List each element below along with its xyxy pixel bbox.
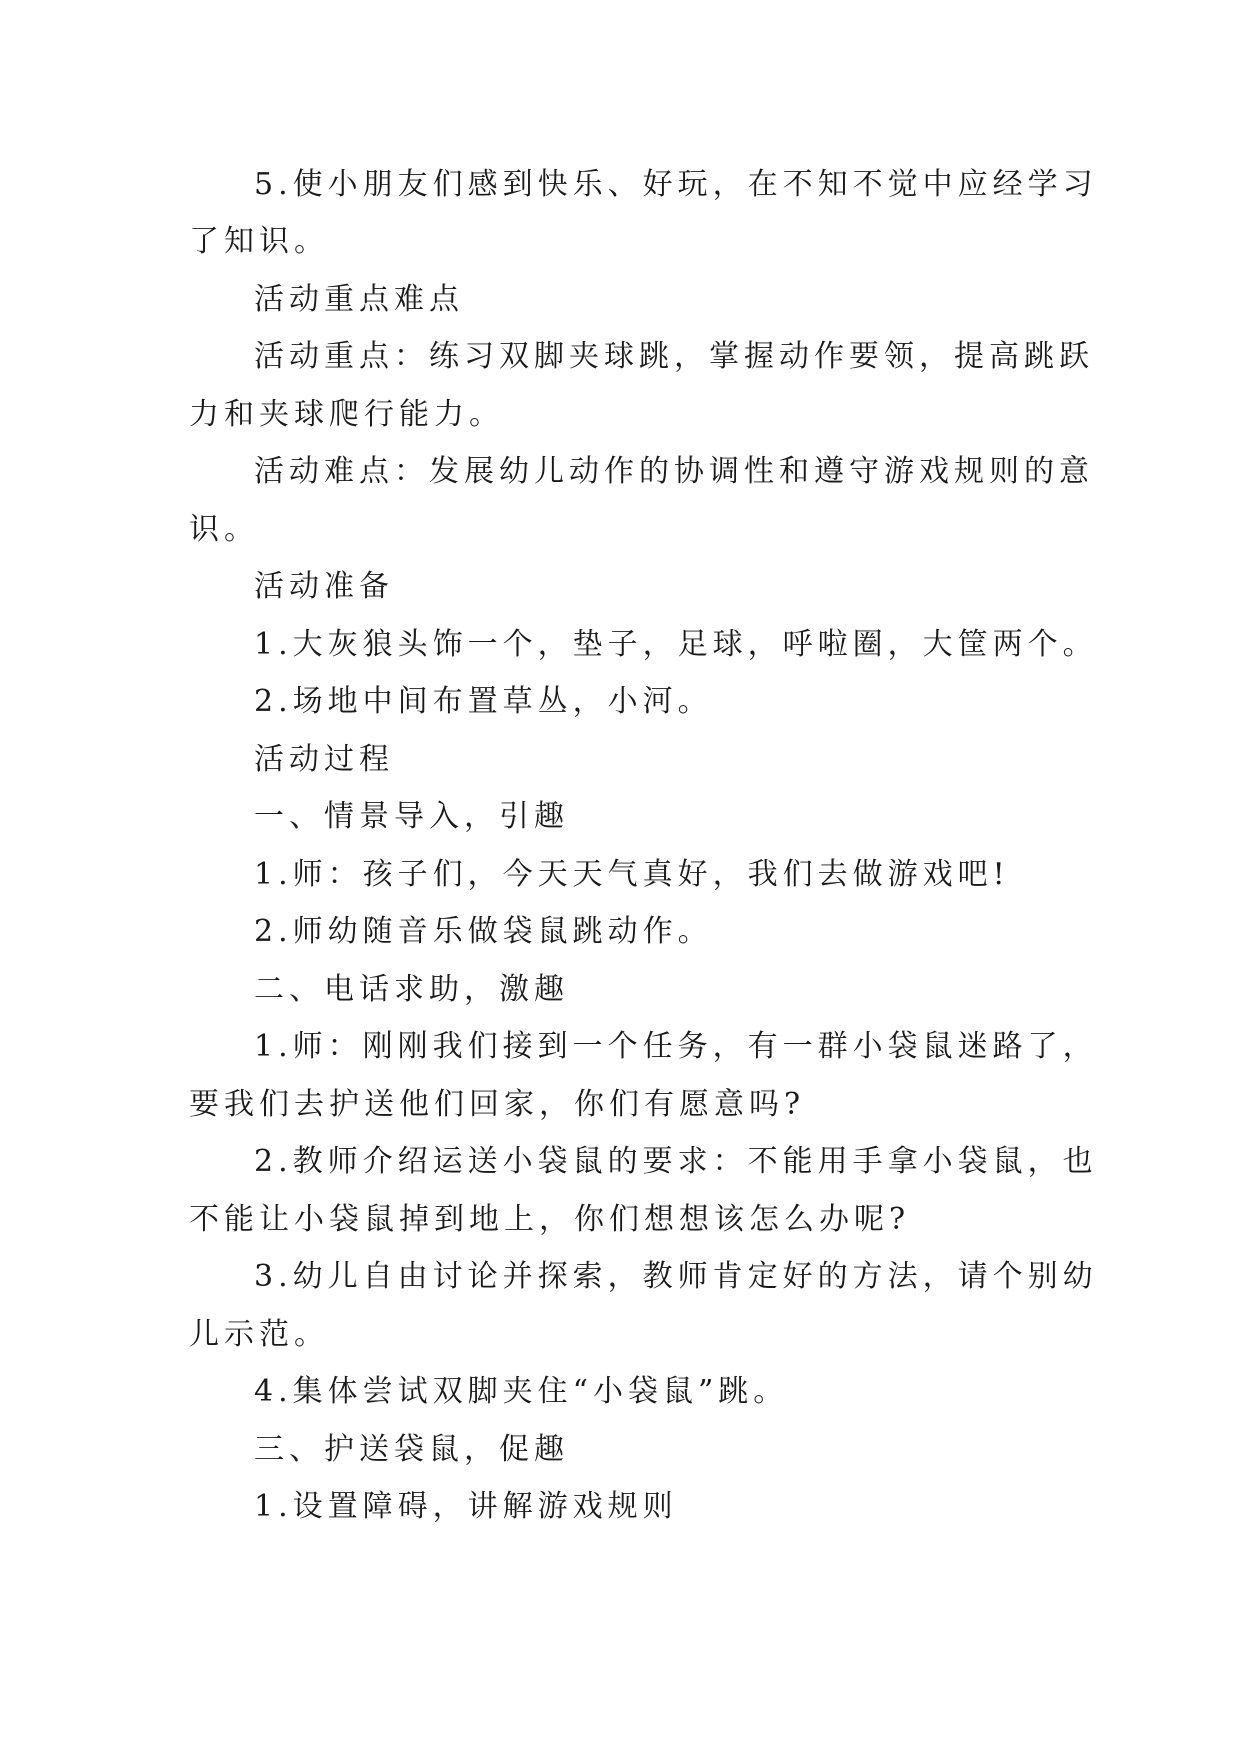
text-line: 活动难点：发展幼儿动作的协调性和遵守游戏规则的意 [254, 454, 1094, 489]
section-heading: 活动重点难点 [254, 282, 464, 317]
text-line: 识。 [189, 512, 259, 547]
section-heading: 活动准备 [254, 569, 394, 604]
text-line: 3.幼儿自由讨论并探索，教师肯定好的方法，请个别幼 [254, 1259, 1098, 1294]
text-line: 儿示范。 [189, 1317, 329, 1352]
text-line: 5.使小朋友们感到快乐、好玩，在不知不觉中应经学习 [254, 167, 1098, 202]
subsection-heading: 三、护送袋鼠，促趣 [254, 1432, 569, 1467]
text-line: 1.师：刚刚我们接到一个任务，有一群小袋鼠迷路了， [254, 1029, 1098, 1064]
text-line: 1.设置障碍，讲解游戏规则 [254, 1489, 678, 1524]
text-line: 要我们去护送他们回家，你们有愿意吗? [189, 1087, 806, 1122]
text-line: 2.场地中间布置草丛，小河。 [254, 684, 713, 719]
subsection-heading: 二、电话求助，激趣 [254, 972, 569, 1007]
text-line: 2.教师介绍运送小袋鼠的要求：不能用手拿小袋鼠，也 [254, 1144, 1098, 1179]
subsection-heading: 一、情景导入，引趣 [254, 799, 569, 834]
text-line: 了知识。 [189, 224, 329, 259]
text-line: 1.大灰狼头饰一个，垫子，足球，呼啦圈，大筐两个。 [254, 627, 1098, 662]
section-heading: 活动过程 [254, 742, 394, 777]
text-line: 2.师幼随音乐做袋鼠跳动作。 [254, 914, 713, 949]
text-line: 1.师：孩子们，今天天气真好，我们去做游戏吧! [254, 857, 1010, 892]
text-line: 4.集体尝试双脚夹住“小袋鼠”跳。 [254, 1374, 789, 1409]
text-line: 力和夹球爬行能力。 [189, 397, 504, 432]
text-line: 不能让小袋鼠掉到地上，你们想想该怎么办呢? [189, 1202, 911, 1237]
text-line: 活动重点：练习双脚夹球跳，掌握动作要领，提高跳跃 [254, 339, 1094, 374]
